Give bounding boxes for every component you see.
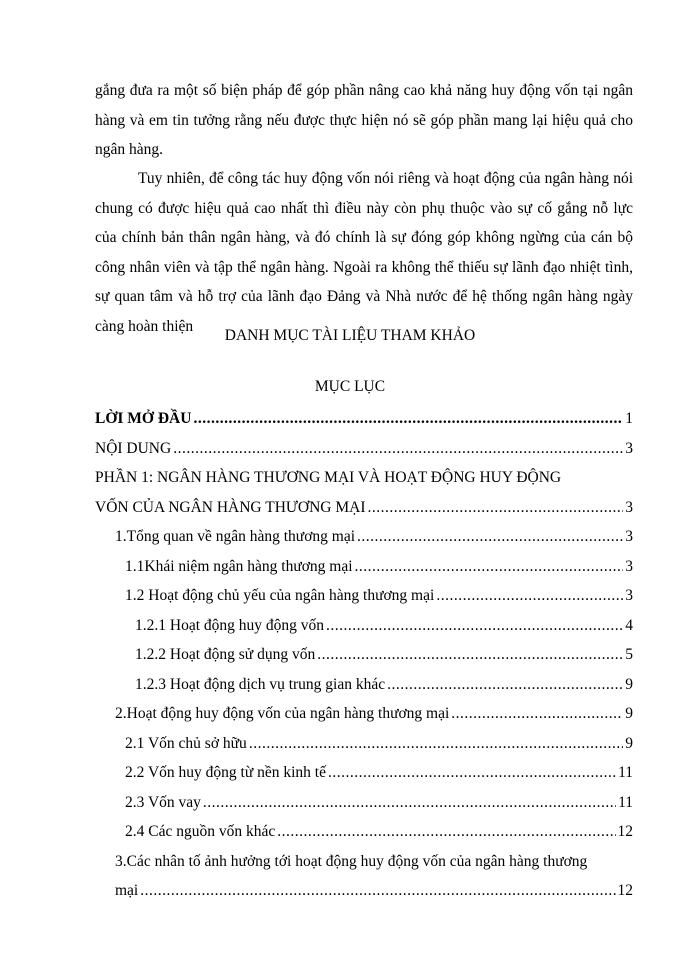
toc-entry[interactable]	[95, 581, 633, 611]
toc-page-number: 12	[617, 882, 633, 899]
toc-page-number: 9	[625, 675, 633, 693]
toc-entry-first-line: PHẦN 1: NGÂN HÀNG THƯƠNG MẠI VÀ HOẠT ĐỘNG HUY ĐỘNG	[95, 469, 562, 486]
references-heading: DANH MỤC TÀI LIỆU THAM KHẢO	[224, 327, 476, 344]
toc-leader-dots	[357, 522, 623, 552]
toc-page-number: 3	[625, 587, 633, 604]
toc-page-number: 12	[617, 823, 633, 840]
toc-entry[interactable]	[95, 788, 633, 818]
toc-entry-label: 1.2.3 Hoạt động dịch vụ trung gian khác	[135, 675, 386, 693]
toc-entry-label: 2.2 Vốn huy động từ nền kinh tế	[125, 764, 326, 781]
toc-leader-dots	[355, 552, 624, 582]
toc-page-number: 3	[625, 528, 633, 545]
toc-entry[interactable]	[95, 611, 633, 641]
toc-entry-label: 2.4 Các nguồn vốn khác	[125, 823, 276, 840]
toc-entry[interactable]	[95, 817, 633, 847]
toc-entry-label: 1.2.2 Hoạt động sử dụng vốn	[135, 646, 316, 663]
toc-leader-dots	[328, 758, 616, 788]
toc-page-number: 1	[625, 410, 633, 427]
toc-entry-label: 1.1Khái niệm ngân hàng thương mại	[125, 557, 353, 575]
toc-leader-dots	[193, 404, 623, 434]
toc-entry[interactable]	[95, 699, 633, 729]
toc-leader-dots	[317, 640, 623, 670]
toc-leader-dots	[326, 611, 623, 641]
toc-entry[interactable]	[95, 640, 633, 670]
toc-leader-dots	[140, 876, 615, 906]
toc-heading: MỤC LỤC	[314, 378, 386, 395]
toc-entry-label: NỘI DUNG	[95, 439, 172, 457]
toc-entry[interactable]	[95, 729, 633, 759]
toc-entry[interactable]	[95, 876, 633, 906]
toc-page-number: 3	[625, 557, 633, 575]
toc-page-number: 11	[618, 793, 633, 811]
toc-page-number: 5	[625, 646, 633, 663]
toc-entry[interactable]	[95, 434, 633, 464]
toc-entry-label: 1.2.1 Hoạt động huy động vốn	[135, 616, 325, 634]
toc-page-number: 4	[625, 616, 633, 634]
toc-entry[interactable]	[95, 493, 633, 523]
body-paragraph: gắng đưa ra một số biện pháp để góp phần nâng cao khả năng huy động vốn tại ngân hàng và em tin tưởng rằng nếu được thực hiện nó sẽ góp phần mang lại hiệu quả cho ngân hàng.	[95, 82, 633, 158]
toc-entry-label: 2.3 Vốn vay	[125, 793, 201, 811]
toc-entry-first-line: 3.Các nhân tố ảnh hưởng tới hoạt động huy động vốn của ngân hàng thương	[115, 852, 588, 870]
toc-entry[interactable]	[95, 670, 633, 700]
toc-entry[interactable]	[95, 404, 633, 434]
toc-leader-dots	[368, 493, 624, 523]
toc-leader-dots	[173, 434, 623, 464]
toc-page-number: 9	[625, 705, 633, 722]
toc-entry-label: 2.1 Vốn chủ sở hữu	[125, 734, 247, 752]
toc-entry[interactable]	[95, 758, 633, 788]
table-of-contents	[95, 404, 633, 906]
toc-entry-label: 1.Tổng quan về ngân hàng thương mại	[115, 528, 356, 545]
body-paragraph: Tuy nhiên, để công tác huy động vốn nói riêng và hoạt động của ngân hàng nói chung có được hiệu quả cao nhất thì điều này còn phụ thuộc vào sự cố gắng nỗ lực của chính bản thân ngân hàng, và đó chính là sự đóng góp không ngừng của cán bộ công nhân viên và tập thể ngân hàng. Ngoài ra không thể thiếu sự lãnh đạo nhiệt tình, sự quan tâm và hỗ trợ của lãnh đạo Đảng và Nhà nước để hệ thống ngân hàng ngày càng hoàn thiện	[95, 170, 633, 335]
toc-leader-dots	[451, 699, 623, 729]
toc-leader-dots	[436, 581, 623, 611]
toc-page-number: 11	[618, 764, 633, 781]
toc-entry-label: 1.2 Hoạt động chủ yếu của ngân hàng thương mại	[125, 587, 435, 604]
toc-entry-label: LỜI MỞ ĐẦU	[95, 410, 192, 427]
toc-page-number: 9	[625, 734, 633, 752]
toc-page-number: 3	[625, 439, 633, 457]
toc-entry[interactable]	[95, 522, 633, 552]
toc-page-number: 3	[625, 498, 633, 516]
toc-leader-dots	[203, 788, 616, 818]
toc-entry-label: 2.Hoạt động huy động vốn của ngân hàng thương mại	[115, 705, 450, 722]
toc-entry-label: mại	[115, 882, 139, 899]
toc-leader-dots	[277, 817, 615, 847]
toc-leader-dots	[249, 729, 623, 759]
toc-leader-dots	[387, 670, 623, 700]
toc-entry[interactable]	[95, 552, 633, 582]
toc-entry-label: VỐN CỦA NGÂN HÀNG THƯƠNG MẠI	[95, 498, 366, 516]
